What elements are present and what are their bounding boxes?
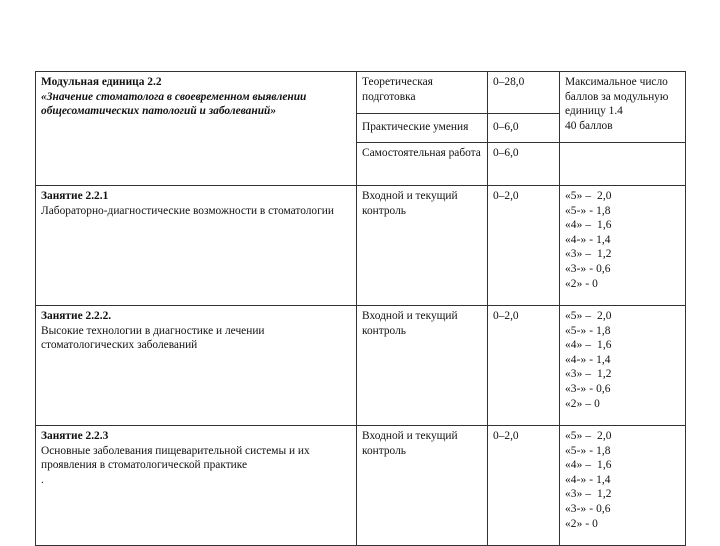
module-row-theory <box>36 72 686 114</box>
assessment-table <box>35 71 686 546</box>
grade-line: «5» – 2,0 <box>565 190 612 202</box>
lesson-text: Высокие технологии в диагностике и лечении стоматологических заболеваний <box>41 324 265 352</box>
grade-line: «3-» - 0,6 <box>565 382 611 395</box>
grade-line: «4» – 1,6 <box>565 459 612 472</box>
grade-line: «5» – 2,0 <box>565 430 612 442</box>
grade-line: «3» – 1,2 <box>565 248 612 261</box>
module-subtitle: «Значение стоматолога в своевременном выявлении общесоматических патологий и заболеваний» <box>41 90 307 118</box>
grade-line: «5-» - 1,8 <box>565 204 611 217</box>
grade-line: «4-» - 1,4 <box>565 233 611 246</box>
module-cell <box>36 72 357 186</box>
lesson-row <box>36 426 686 546</box>
grade-line: «3-» - 0,6 <box>565 262 611 275</box>
lesson-title: Занятие 2.2.1 <box>41 190 109 202</box>
lesson-text: Основные заболевания пищеварительной системы и их проявления в стоматологической практике <box>41 444 310 472</box>
control-kind: Самостоятельная работа <box>357 143 488 186</box>
module-max-value: 40 баллов <box>565 119 613 132</box>
lesson-cell <box>36 426 357 546</box>
module-max-cell <box>560 72 686 143</box>
grade-line: «2» - 0 <box>565 277 598 290</box>
grade-line: «5-» - 1,8 <box>565 444 611 457</box>
grade-line: «4-» - 1,4 <box>565 353 611 366</box>
grade-line: «4» – 1,6 <box>565 219 612 232</box>
score-range: 0–6,0 <box>488 114 560 143</box>
lesson-cell <box>36 186 357 306</box>
grade-line: «3» – 1,2 <box>565 368 612 381</box>
module-max-note: Максимальное число баллов за модульную единицу 1.4 <box>565 76 669 118</box>
grade-line: «2» - 0 <box>565 517 598 530</box>
lesson-title: Занятие 2.2.2. <box>41 310 112 322</box>
score-range: 0–2,0 <box>488 186 560 306</box>
control-kind: Теоретическая подготовка <box>357 72 488 114</box>
control-kind: Входной и текущий контроль <box>357 426 488 546</box>
grade-scale <box>560 426 686 546</box>
lesson-extra: . <box>41 473 44 486</box>
control-kind: Практические умения <box>357 114 488 143</box>
grade-line: «3-» - 0,6 <box>565 502 611 515</box>
module-max-empty <box>560 143 686 186</box>
grade-scale <box>560 186 686 306</box>
grade-line: «4-» - 1,4 <box>565 473 611 486</box>
lesson-cell <box>36 306 357 426</box>
grade-scale <box>560 306 686 426</box>
lesson-row <box>36 186 686 306</box>
score-range: 0–28,0 <box>488 72 560 114</box>
score-range: 0–2,0 <box>488 306 560 426</box>
control-kind: Входной и текущий контроль <box>357 186 488 306</box>
module-title: Модульная единица 2.2 <box>41 76 162 88</box>
grade-line: «5-» - 1,8 <box>565 324 611 337</box>
control-kind: Входной и текущий контроль <box>357 306 488 426</box>
lesson-row <box>36 306 686 426</box>
lesson-text: Лабораторно-диагностические возможности в стоматологии <box>41 204 334 217</box>
grade-line: «2» – 0 <box>565 397 600 410</box>
score-range: 0–2,0 <box>488 426 560 546</box>
score-range: 0–6,0 <box>488 143 560 186</box>
grade-line: «4» – 1,6 <box>565 339 612 352</box>
grade-line: «5» – 2,0 <box>565 310 612 322</box>
lesson-title: Занятие 2.2.3 <box>41 430 109 442</box>
grade-line: «3» – 1,2 <box>565 488 612 501</box>
